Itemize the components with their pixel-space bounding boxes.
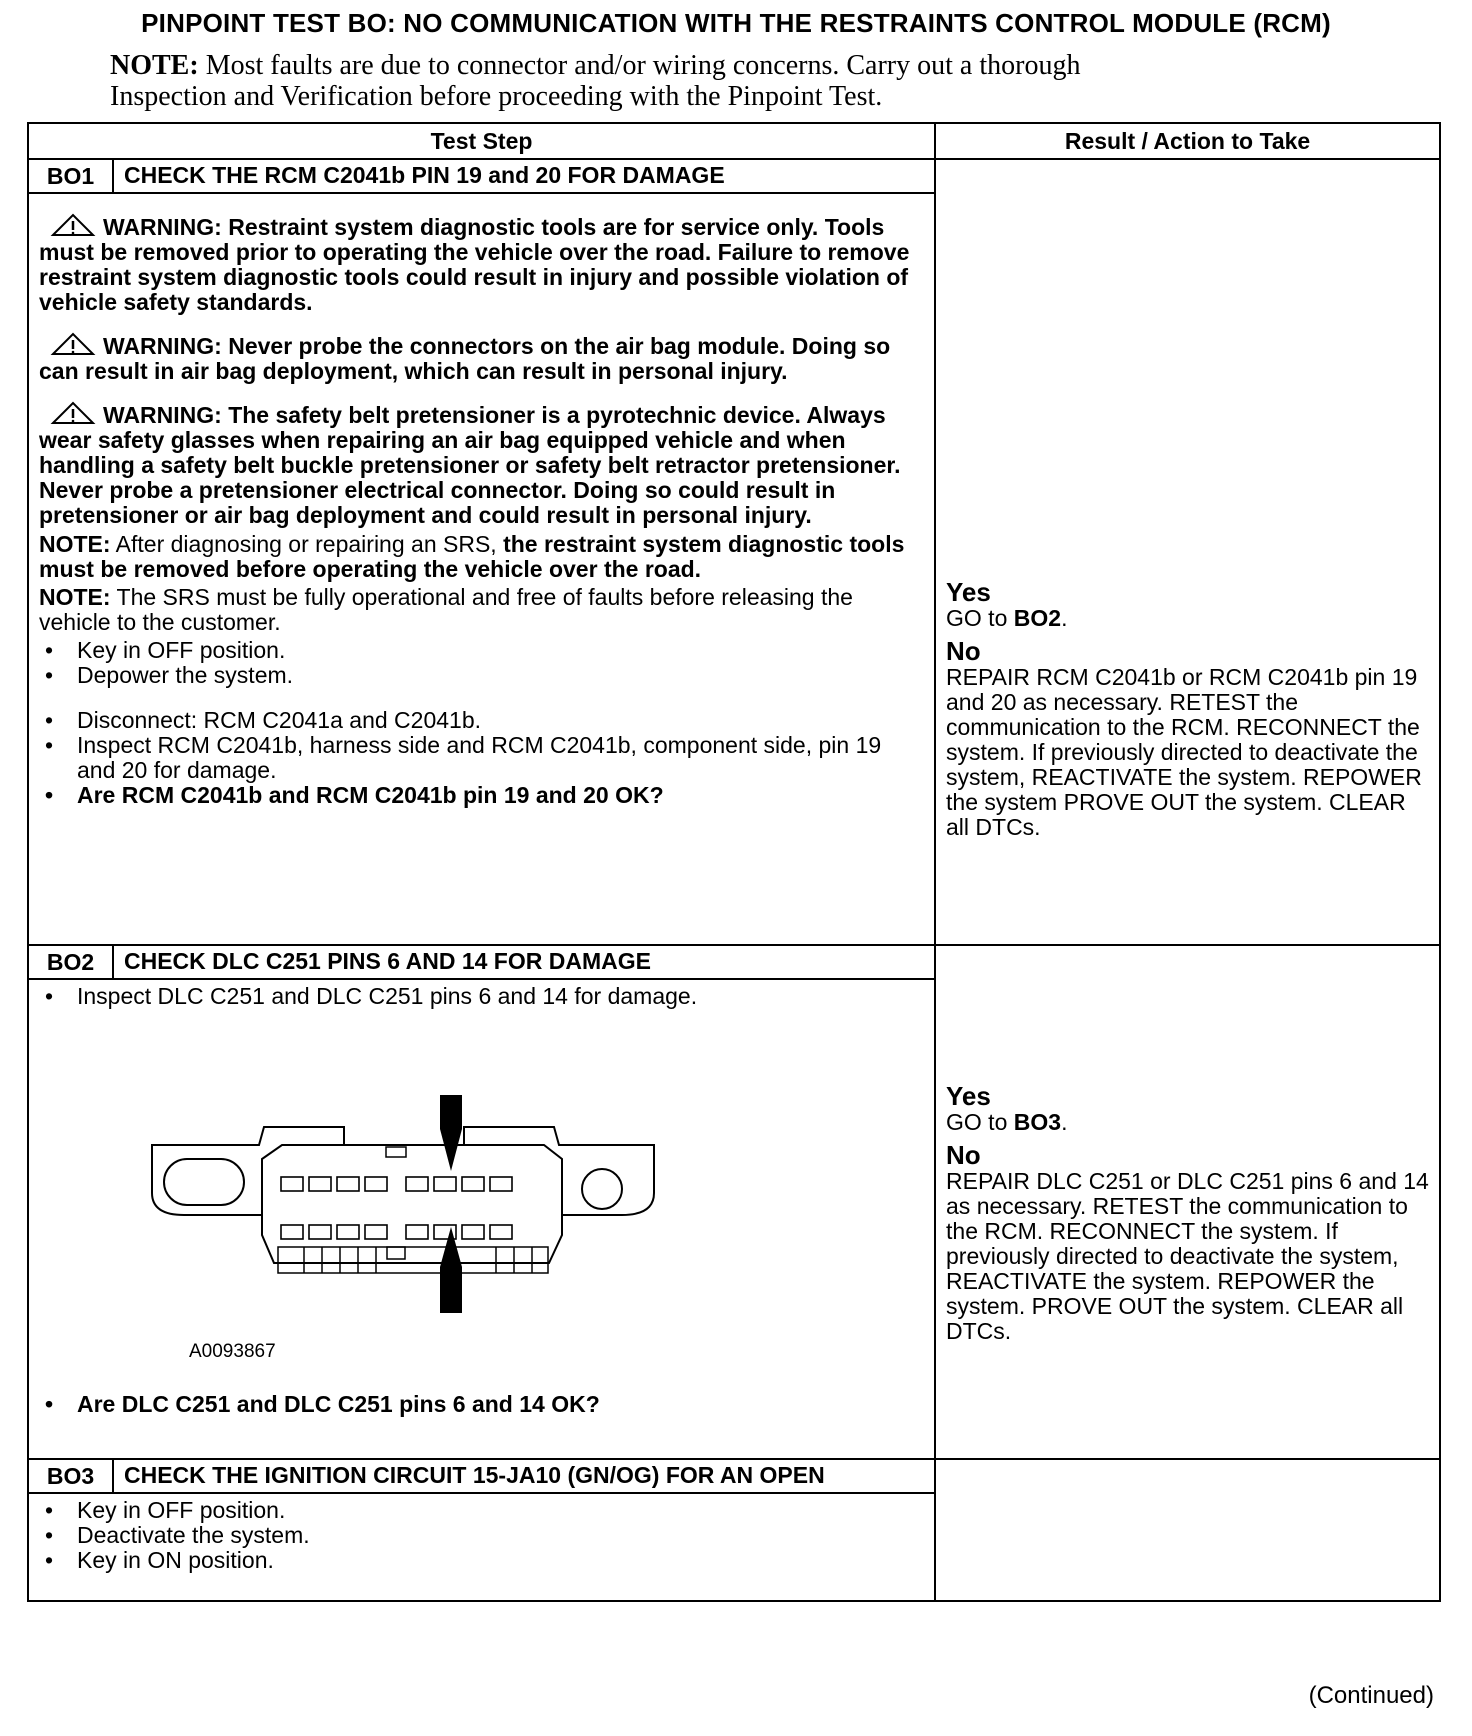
note-label: NOTE: — [39, 584, 111, 610]
step-heading-bo3: CHECK THE IGNITION CIRCUIT 15-JA10 (GN/OG) FOR AN OPEN — [113, 1459, 935, 1493]
list-item: • Depower the system. — [39, 663, 924, 688]
step-bo2-body — [28, 979, 935, 1459]
step-bo2-heading-row — [28, 945, 1440, 979]
step-heading-bo1: CHECK THE RCM C2041b PIN 19 and 20 FOR DAMAGE — [113, 159, 935, 193]
result-bo2-no-action: REPAIR DLC C251 or DLC C251 pins 6 and 14 as necessary. RETEST the communication to the RCM. RECONNECT the system. If previously directed to deactivate the system, REACTIVATE the system. REPOWER the system. PROVE OUT the system. CLEAR all DTCs. — [946, 1168, 1429, 1344]
bo2-question-list — [39, 1392, 924, 1417]
bo1-question: • Are RCM C2041b and RCM C2041b pin 19 and 20 OK? — [39, 783, 924, 808]
note-diagnostic-tools-text: After diagnosing or repairing an SRS, — [110, 531, 504, 557]
continued-label: (Continued) — [1308, 1682, 1434, 1709]
pinpoint-test-table — [27, 122, 1441, 1602]
note-diagnostic-tools-emphasis: the restraint system diagnostic tools must be removed before operating the vehicle over the road. — [39, 531, 905, 582]
intro-note-line2: Inspection and Verification before proceeding with the Pinpoint Test. — [110, 81, 883, 112]
warning-airbag-connectors-text: WARNING: Never probe the connectors on the air bag module. Doing so can result in air bag deployment, which can result in personal injury. — [39, 333, 891, 384]
warning-pretensioner — [39, 400, 924, 528]
warning-triangle-icon — [49, 400, 97, 426]
warning-triangle-icon — [49, 331, 97, 357]
intro-note-label: NOTE: — [110, 50, 199, 81]
table-header-row — [28, 123, 1440, 159]
figure-id: A0093867 — [189, 1341, 276, 1362]
step-id-bo1: BO1 — [28, 159, 113, 193]
note-srs-operational — [39, 585, 924, 635]
list-item: • Disconnect: RCM C2041a and C2041b. — [39, 708, 924, 733]
note-diagnostic-tools — [39, 532, 924, 582]
list-item: • Key in ON position. — [39, 1548, 924, 1573]
list-item: • Inspect RCM C2041b, harness side and RCM C2041b, component side, pin 19 and 20 for damage. — [39, 733, 924, 783]
result-bo2-yes-action — [946, 1110, 1429, 1135]
intro-note — [110, 50, 1310, 112]
step-bo3-heading-row — [28, 1459, 1440, 1493]
step-id-bo2: BO2 — [28, 945, 113, 979]
result-bo2-no-label: No — [946, 1140, 981, 1170]
bo2-question: • Are DLC C251 and DLC C251 pins 6 and 14 OK? — [39, 1392, 924, 1417]
note-label: NOTE: — [39, 531, 111, 557]
result-bo1-yes-label: Yes — [946, 577, 991, 607]
list-item: • Inspect DLC C251 and DLC C251 pins 6 and 14 for damage. — [39, 984, 924, 1009]
result-bo2 — [935, 945, 1440, 1459]
result-bo2-yes-label: Yes — [946, 1081, 991, 1111]
list-item: • Key in OFF position. — [39, 638, 924, 663]
header-test-step: Test Step — [28, 123, 935, 159]
result-bo2-yes-text: GO to — [946, 1109, 1014, 1135]
note-srs-operational-text: The SRS must be fully operational and free of faults before releasing the vehicle to the customer. — [39, 584, 853, 635]
step-id-bo3: BO3 — [28, 1459, 113, 1493]
warning-triangle-icon — [49, 212, 97, 238]
header-result-action: Result / Action to Take — [935, 123, 1440, 159]
result-bo2-yes-end: . — [1061, 1109, 1068, 1135]
result-bo2-yes-target: BO3 — [1013, 1109, 1062, 1135]
warning-pretensioner-text: WARNING: The safety belt pretensioner is a pyrotechnic device. Always wear safety glasses when repairing an air bag equipped vehicle and when handling a safety belt buckle pretensioner or safety belt retractor pretensioner. Never probe a pretensioner electrical connector. Doing so could result in pretensioner or air bag deployment and could result in personal injury. — [39, 402, 901, 528]
dlc-connector-diagram — [144, 1095, 664, 1325]
result-bo1-yes-action — [946, 606, 1429, 631]
result-bo1-yes-text: GO to — [946, 605, 1014, 631]
warning-airbag-connectors — [39, 331, 924, 384]
result-bo1-no-label: No — [946, 636, 981, 666]
page-title: PINPOINT TEST BO: NO COMMUNICATION WITH THE RESTRAINTS CONTROL MODULE (RCM) — [141, 8, 1331, 38]
result-bo1-yes-target: BO2 — [1013, 605, 1062, 631]
result-bo1-no-action: REPAIR RCM C2041b or RCM C2041b pin 19 and 20 as necessary. RETEST the communication to the RCM. RECONNECT the system. If previously directed to deactivate the system, REACTIVATE the system. REPOWER the system PROVE OUT the system. CLEAR all DTCs. — [946, 664, 1422, 840]
result-bo1 — [935, 159, 1440, 945]
warning-tools — [39, 212, 924, 315]
result-bo1-yes-end: . — [1061, 605, 1068, 631]
list-item: • Key in OFF position. — [39, 1498, 924, 1523]
list-item: • Deactivate the system. — [39, 1523, 924, 1548]
intro-note-line1: Most faults are due to connector and/or wiring concerns. Carry out a thorough — [198, 50, 1081, 81]
step-heading-bo2: CHECK DLC C251 PINS 6 AND 14 FOR DAMAGE — [113, 945, 935, 979]
bo2-bullets — [39, 984, 924, 1009]
bo1-bullets-b — [39, 708, 924, 808]
step-bo1-heading-row — [28, 159, 1440, 193]
bo3-bullets — [39, 1498, 924, 1573]
step-bo3-body — [28, 1493, 935, 1601]
warning-tools-text: WARNING: Restraint system diagnostic tools are for service only. Tools must be removed prior to operating the vehicle over the road. Failure to remove restraint system diagnostic tools could result in injury and possible violation of vehicle safety standards. — [39, 214, 910, 315]
bo1-bullets-a — [39, 638, 924, 688]
result-bo3 — [935, 1459, 1440, 1601]
step-bo1-body — [28, 193, 935, 945]
